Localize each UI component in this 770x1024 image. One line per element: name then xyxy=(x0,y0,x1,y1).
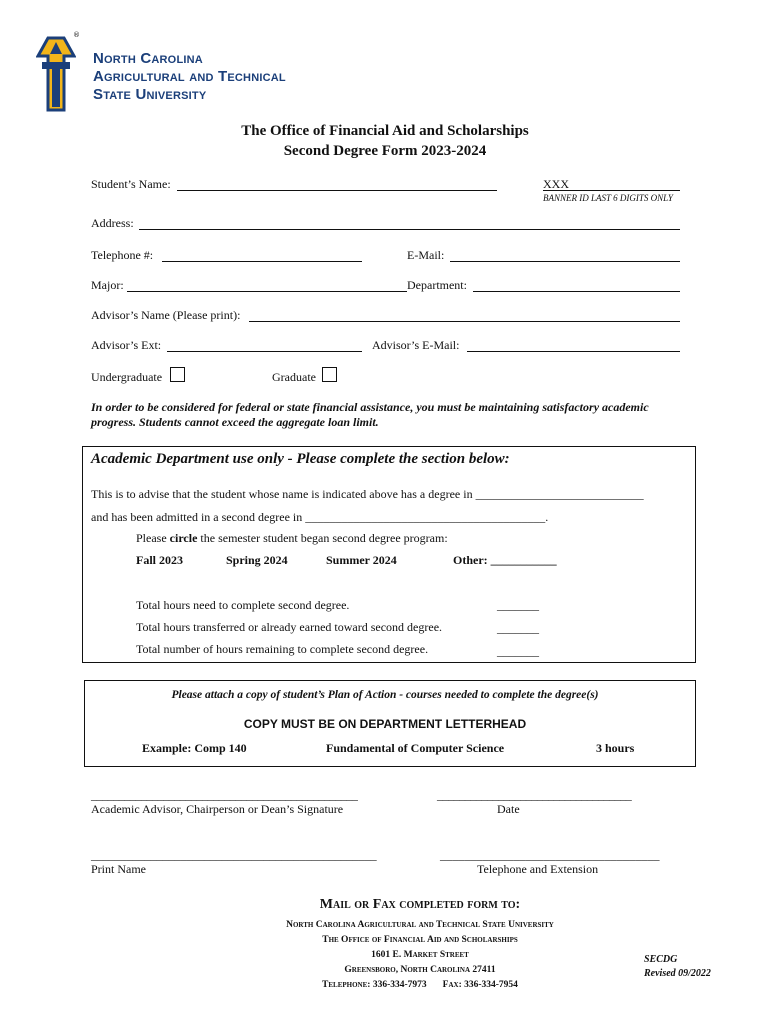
graduate-label: Graduate xyxy=(272,370,316,384)
notice-line-2: progress. Students cannot exceed the aggregate loan limit. xyxy=(91,415,379,429)
mail-contact xyxy=(0,978,770,993)
address-field[interactable] xyxy=(139,229,680,230)
letterhead-notice: COPY MUST BE ON DEPARTMENT LETTERHEAD xyxy=(243,717,527,731)
major-label: Major: xyxy=(91,278,124,292)
mail-line-3: 1601 E. Market Street xyxy=(371,950,469,960)
notice-line-1: In order to be considered for federal or state financial assistance, you must be maintaining satisfactory academic xyxy=(91,400,649,414)
circle-prefix: Please xyxy=(136,531,170,545)
advisor-name-field[interactable] xyxy=(249,321,680,322)
mail-fax: Fax: 336-334-7954 xyxy=(442,980,518,990)
semester-summer[interactable]: Summer 2024 xyxy=(326,553,397,567)
department-section-heading: Academic Department use only - Please complete the section below: xyxy=(91,451,510,467)
form-code: SECDG xyxy=(644,954,678,965)
mail-heading: Mail or Fax completed form to: xyxy=(319,897,521,912)
eligibility-notice xyxy=(91,400,691,430)
hours-transferred-label: Total hours transferred or already earned toward second degree. xyxy=(136,620,443,634)
advisor-name-label: Advisor’s Name (Please print): xyxy=(91,308,241,322)
circle-suffix: the semester student began second degree program: xyxy=(197,531,448,545)
telephone-field[interactable] xyxy=(162,261,362,262)
email-field[interactable] xyxy=(450,261,680,262)
date-label: Date xyxy=(497,802,520,816)
page-title: The Office of Financial Aid and Scholarships xyxy=(241,123,529,139)
form-revised: Revised 09/2022 xyxy=(644,968,711,979)
undergraduate-checkbox[interactable] xyxy=(170,367,185,382)
telephone-extension-label: Telephone and Extension xyxy=(477,862,599,876)
mail-line-4: Greensboro, North Carolina 27411 xyxy=(344,965,496,975)
logo-line-3: State University xyxy=(93,86,207,103)
telephone-extension-field[interactable]: ____________________________________ xyxy=(440,848,660,862)
mail-line-2: The Office of Financial Aid and Scholarships xyxy=(322,935,518,945)
semester-other[interactable]: Other: ___________ xyxy=(453,553,557,567)
signature-label: Academic Advisor, Chairperson or Dean’s Signature xyxy=(91,802,344,816)
email-label: E-Mail: xyxy=(407,248,445,262)
hours-needed-blank[interactable]: _______ xyxy=(497,598,539,612)
hours-remaining-blank[interactable]: _______ xyxy=(497,644,539,658)
registered-mark-icon: ® xyxy=(73,31,80,39)
banner-id-caption: BANNER ID LAST 6 DIGITS ONLY xyxy=(543,193,673,203)
mail-line-1: North Carolina Agricultural and Technical State University xyxy=(286,920,554,930)
aggie-logo-icon xyxy=(36,36,76,112)
attach-instruction: Please attach a copy of student’s Plan of Action - courses needed to complete the degree(s) xyxy=(171,689,599,701)
student-name-field[interactable] xyxy=(177,190,497,191)
logo-line-2: Agricultural and Technical xyxy=(93,68,286,85)
advisor-email-field[interactable] xyxy=(467,351,680,352)
example-course: Fundamental of Computer Science xyxy=(326,741,505,755)
print-name-field[interactable]: ________________________________________________ xyxy=(91,848,377,862)
department-label: Department: xyxy=(407,278,467,292)
circle-instruction xyxy=(136,531,448,546)
circle-word: circle xyxy=(169,531,198,545)
logo-line-1: North Carolina xyxy=(93,50,203,67)
mail-telephone: Telephone: 336-334-7973 xyxy=(322,980,427,990)
hours-transferred-blank[interactable]: _______ xyxy=(497,621,539,635)
semester-fall[interactable]: Fall 2023 xyxy=(136,553,183,567)
undergraduate-label: Undergraduate xyxy=(91,370,163,384)
print-name-label: Print Name xyxy=(91,862,146,876)
student-name-label: Student’s Name: xyxy=(91,177,171,191)
signature-field[interactable]: ________________________________________________ xyxy=(91,788,358,802)
hours-remaining-label: Total number of hours remaining to complete second degree. xyxy=(136,642,429,656)
example-label: Example: Comp 140 xyxy=(142,741,247,755)
hours-needed-label: Total hours need to complete second degree. xyxy=(136,598,350,612)
address-label: Address: xyxy=(91,216,134,230)
university-wordmark xyxy=(93,50,286,104)
page-subtitle: Second Degree Form 2023-2024 xyxy=(283,143,487,159)
banner-id-field[interactable] xyxy=(543,190,680,191)
banner-id-prefix: XXX xyxy=(543,177,569,191)
major-field[interactable] xyxy=(127,291,407,292)
advisor-ext-field[interactable] xyxy=(167,351,362,352)
advisor-email-label: Advisor’s E-Mail: xyxy=(372,338,460,352)
department-field[interactable] xyxy=(473,291,680,292)
university-logo xyxy=(36,36,76,112)
advisor-ext-label: Advisor’s Ext: xyxy=(91,338,162,352)
degree-advise-line[interactable]: This is to advise that the student whose name is indicated above has a degree in ____________________________ xyxy=(91,487,644,501)
date-field[interactable]: ___________________________________ xyxy=(437,788,632,802)
graduate-checkbox[interactable] xyxy=(322,367,337,382)
example-hours: 3 hours xyxy=(596,741,635,755)
admitted-line[interactable]: and has been admitted in a second degree in ________________________________________. xyxy=(91,510,549,524)
telephone-label: Telephone #: xyxy=(91,248,154,262)
semester-spring[interactable]: Spring 2024 xyxy=(226,553,288,567)
